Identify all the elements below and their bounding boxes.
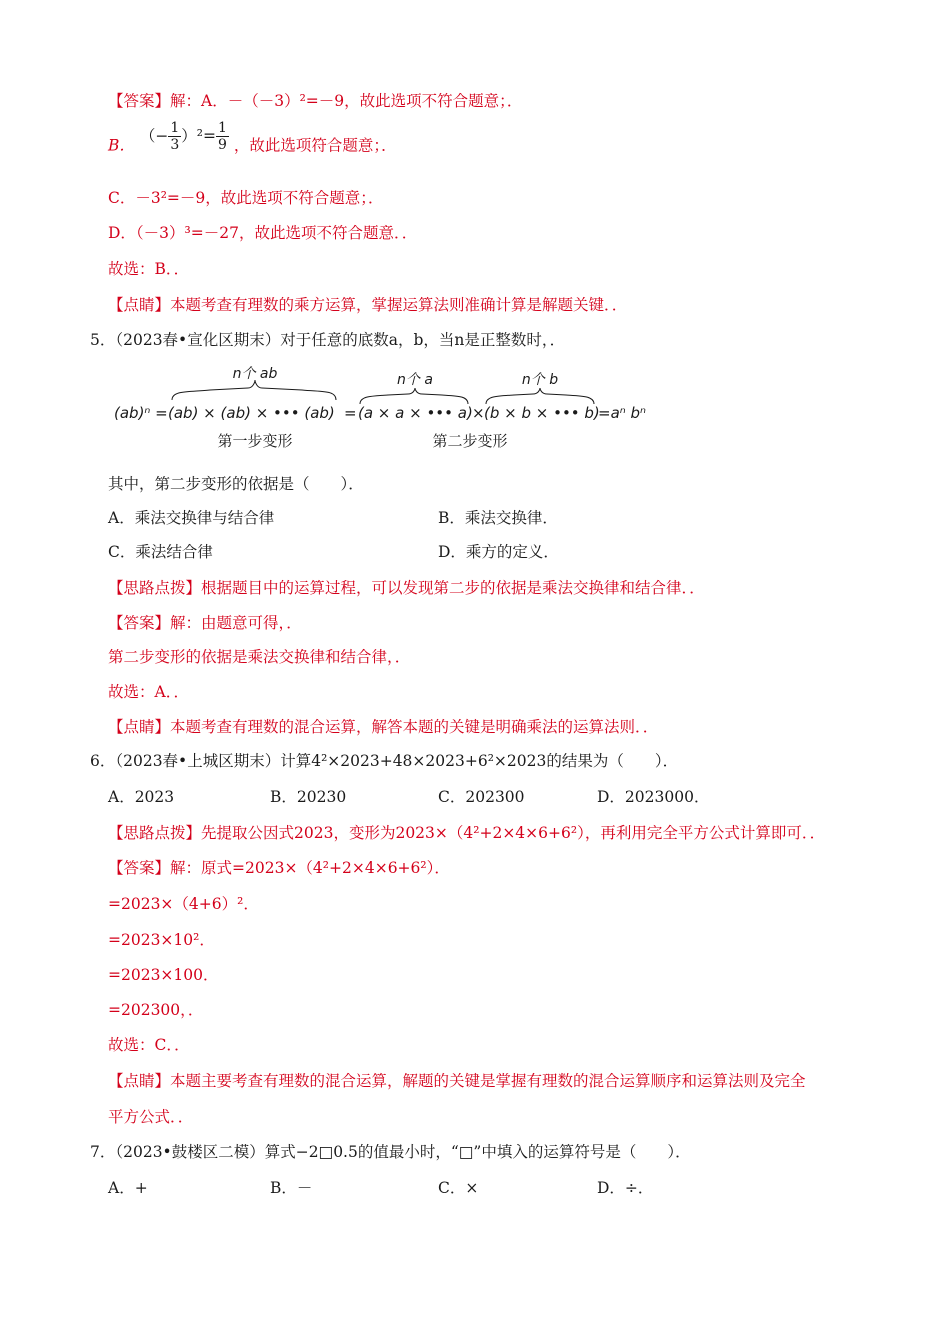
diagram-product: (ab) × (ab) × ••• (ab) (168, 404, 335, 422)
q4-b-denominator: 3 (170, 137, 180, 153)
q4-option-d-line: D．（－3）³=－27，故此选项不符合题意．． (108, 224, 418, 242)
hint-tag: 【思路点拨】 (108, 824, 202, 842)
q5-option-b: B．乘法交换律． (438, 509, 558, 527)
q4-option-c-line: C．－3²=－9，故此选项不符合题意；． (108, 189, 384, 207)
q7-option-a: A．+ (108, 1179, 148, 1197)
q5-answer-line (108, 612, 302, 634)
q6-hint: 先提取公因式2023，变形为2023×（4²+2×4×6+6²），再利用完全平方公式计算即可．． (201, 824, 826, 842)
q5-comment-line (108, 716, 658, 738)
q4-b-expr-left: （− (139, 126, 169, 145)
q5-diagram (110, 362, 670, 462)
diagram-group-a: (a × a × ••• a) (358, 404, 473, 422)
q4-b-fraction (168, 120, 181, 153)
q5-answer-2: 第二步变形的依据是乘法交换律和结合律，． (108, 648, 411, 666)
q6-option-a: A．2023 (108, 788, 175, 806)
diagram-group-a-label: n个 a (397, 372, 433, 388)
q6-option-d: D．2023000． (597, 788, 710, 806)
diagram-rhs: =aⁿ bⁿ (598, 404, 647, 422)
q6-comment-line (108, 1070, 806, 1092)
answer-tag: 【答案】 (108, 859, 171, 877)
diagram-times: × (472, 404, 485, 422)
q4-comment: 本题考查有理数的乘方运算，掌握运算法则准确计算是解题关键．． (170, 296, 628, 314)
q6-comment: 本题主要考查有理数的混合运算，解题的关键是掌握有理数的混合运算顺序和运算法则及完全 (170, 1072, 806, 1090)
diagram-group-b: (b × b × ••• b) (484, 404, 600, 422)
brace-b (486, 388, 594, 404)
q6-step-3: =2023×100． (108, 966, 219, 984)
q7-option-b: B．－ (270, 1179, 313, 1197)
q5-comment: 本题考查有理数的混合运算，解答本题的关键是明确乘法的运算法则．． (170, 718, 659, 736)
answer-tag: 【答案】 (108, 92, 171, 110)
q5-answer: 解：由题意可得，． (170, 614, 302, 632)
q4-b-letter: B． (108, 136, 135, 155)
q6-answer-line (108, 857, 450, 879)
q5-option-a: A．乘法交换律与结合律 (108, 509, 275, 527)
q4-b-text: ，故此选项符合题意；． (233, 136, 397, 155)
answer-tag: 【答案】 (108, 614, 171, 632)
comment-tag: 【点睛】 (108, 296, 171, 314)
q4-b-result-numerator: 1 (217, 120, 227, 136)
q5-option-d: D．乘方的定义． (438, 543, 559, 561)
q5-hint: 根据题目中的运算过程，可以发现第二步的依据是乘法交换律和结合律．． (201, 579, 705, 597)
q6-step-4: =202300，． (108, 1001, 204, 1019)
diagram-step1: 第一步变形 (217, 432, 293, 450)
q4-b-numerator: 1 (170, 120, 180, 136)
q7-stem: 7．（2023•鼓楼区二模）算式−2□0.5的值最小时，“□”中填入的运算符号是（ ）． (90, 1143, 691, 1161)
q4-answer-line (108, 90, 522, 112)
q6-choice: 故选：C．． (108, 1036, 190, 1054)
q5-choice: 故选：A．． (108, 683, 189, 701)
q6-option-c: C．202300 (438, 788, 525, 806)
q5-hint-line (108, 577, 705, 599)
q6-stem: 6．（2023春•上城区期末）计算4²×2023+48×2023+6²×2023的结果为（ ）． (90, 752, 679, 770)
diagram-step2: 第二步变形 (432, 432, 508, 450)
diagram-group-b-label: n个 b (521, 372, 559, 388)
brace-a (360, 388, 468, 404)
q6-hint-line (108, 822, 825, 844)
q6-comment-2: 平方公式．． (108, 1108, 194, 1126)
hint-tag: 【思路点拨】 (108, 579, 202, 597)
q4-option-a-solution: 解：A．－（－3）²=－9，故此选项不符合题意；． (170, 92, 523, 110)
q4-b-result-denominator: 9 (217, 137, 227, 153)
q6-option-b: B．20230 (270, 788, 347, 806)
q5-question: 其中，第二步变形的依据是（ ）． (108, 475, 364, 493)
q4-b-expr-mid: ）²= (181, 126, 216, 145)
q6-answer: 解：原式=2023×（4²+2×4×6+6²）． (170, 859, 450, 877)
comment-tag: 【点睛】 (108, 718, 171, 736)
q6-step-2: =2023×10²． (108, 931, 215, 949)
diagram-eq: = (344, 404, 357, 422)
q4-b-result-fraction (216, 120, 229, 153)
q4-b-expression (139, 120, 234, 153)
q7-option-d: D．÷． (597, 1179, 654, 1197)
comment-tag: 【点睛】 (108, 1072, 171, 1090)
brace-top (172, 380, 336, 400)
q4-option-b-line (108, 120, 397, 163)
q6-step-1: =2023×（4+6）²． (108, 895, 259, 913)
q7-option-c: C．× (438, 1179, 479, 1197)
q5-stem: 5．（2023春•宣化区期末）对于任意的底数a，b，当n是正整数时，． (90, 331, 566, 349)
diagram-top-label: n个 ab (232, 366, 278, 382)
q4-choice: 故选：B．． (108, 260, 190, 278)
q4-comment-line (108, 294, 627, 316)
diagram-lhs: (ab)ⁿ = (114, 404, 168, 422)
q5-option-c: C．乘法结合律 (108, 543, 213, 561)
